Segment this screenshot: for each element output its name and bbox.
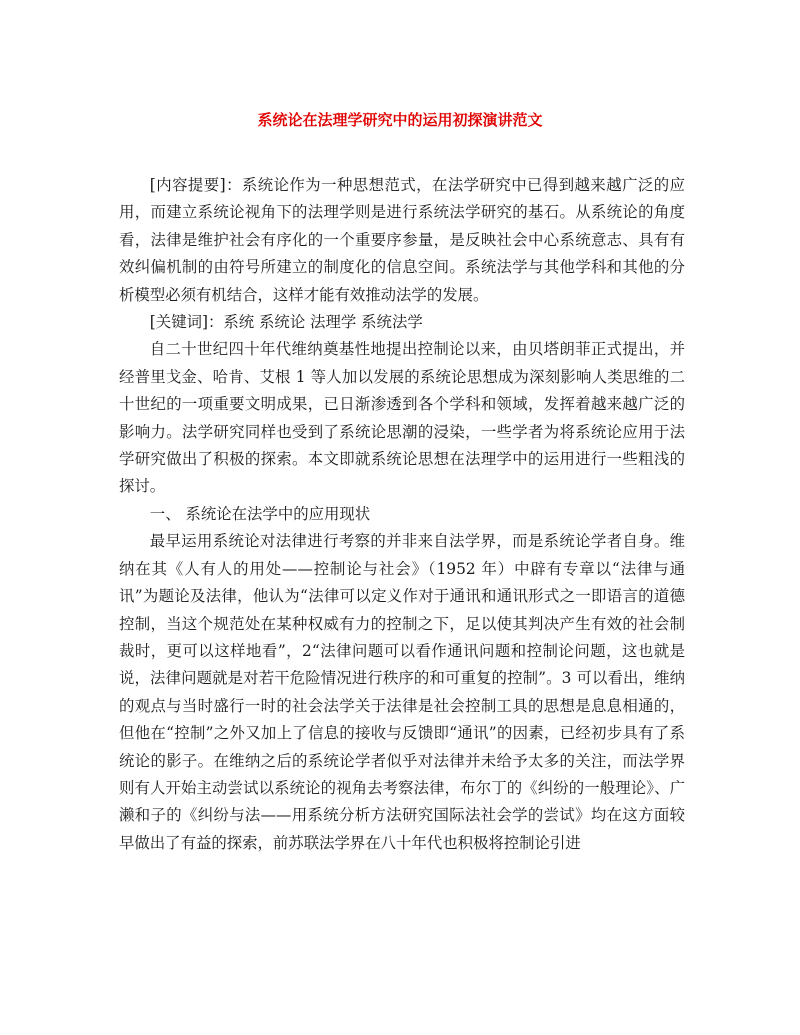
document-body xyxy=(119,172,685,857)
keywords-paragraph: [关键词]：系统 系统论 法理学 系统法学 xyxy=(149,313,423,332)
intro-paragraph: 自二十世纪四十年代维纳奠基性地提出控制论以来，由贝塔朗菲正式提出，并经普里戈金、哈肯、艾根 1 等人加以发展的系统论思想成为深刻影响人类思维的二十世纪的一项重要文明成果，已日渐渗透到各个学科和领域，发挥着越来越广泛的影响力。法学研究同样也受到了系统论思潮的浸染，一些学者为将系统论应用于法学研究做出了积极的探索。本文即就系统论思想在法理学中的运用进行一些粗浅的探讨。 xyxy=(119,340,685,496)
section-heading: 一、 系统论在法学中的应用现状 xyxy=(149,504,371,523)
body-paragraph: 最早运用系统论对法律进行考察的并非来自法学界，而是系统论学者自身。维纳在其《人有人的用处——控制论与社会》（1952 年）中辟有专章以“法律与通讯”为题论及法律，他认为“法律可以定义作对于通讯和通讯形式之一即语言的道德控制，当这个规范处在某种权威有力的控制之下，足以使其判决产生有效的社会制裁时，更可以这样地看”，2“法律问题可以看作通讯问题和控制论问题，这也就是说，法律问题就是对若干危险情况进行秩序的和可重复的控制”。3 可以看出，维纳的观点与当时盛行一时的社会法学关于法律是社会控制工具的思想是息息相通的，但他在“控制”之外又加上了信息的接收与反馈即“通讯”的因素，已经初步具有了系统论的影子。在维纳之后的系统论学者似乎对法律并未给予太多的关注，而法学界则有人开始主动尝试以系统论的视角去考察法律，布尔丁的《纠纷的一般理论》、广濑和子的《纠纷与法——用系统分析方法研究国际法社会学的尝试》均在这方面较早做出了有益的探索，前苏联法学界在八十年代也积极将控制论引进 xyxy=(119,532,685,852)
document-title: 系统论在法理学研究中的运用初探演讲范文 xyxy=(257,111,543,129)
abstract-paragraph: [内容提要]：系统论作为一种思想范式，在法学研究中已得到越来越广泛的应用，而建立系统论视角下的法理学则是进行系统法学研究的基石。从系统论的角度看，法律是维护社会有序化的一个重要序参量，是反映社会中心系统意志、具有有效纠偏机制的由符号所建立的制度化的信息空间。系统法学与其他学科和其他的分析模型必须有机结合，这样才能有效推动法学的发展。 xyxy=(119,176,685,304)
